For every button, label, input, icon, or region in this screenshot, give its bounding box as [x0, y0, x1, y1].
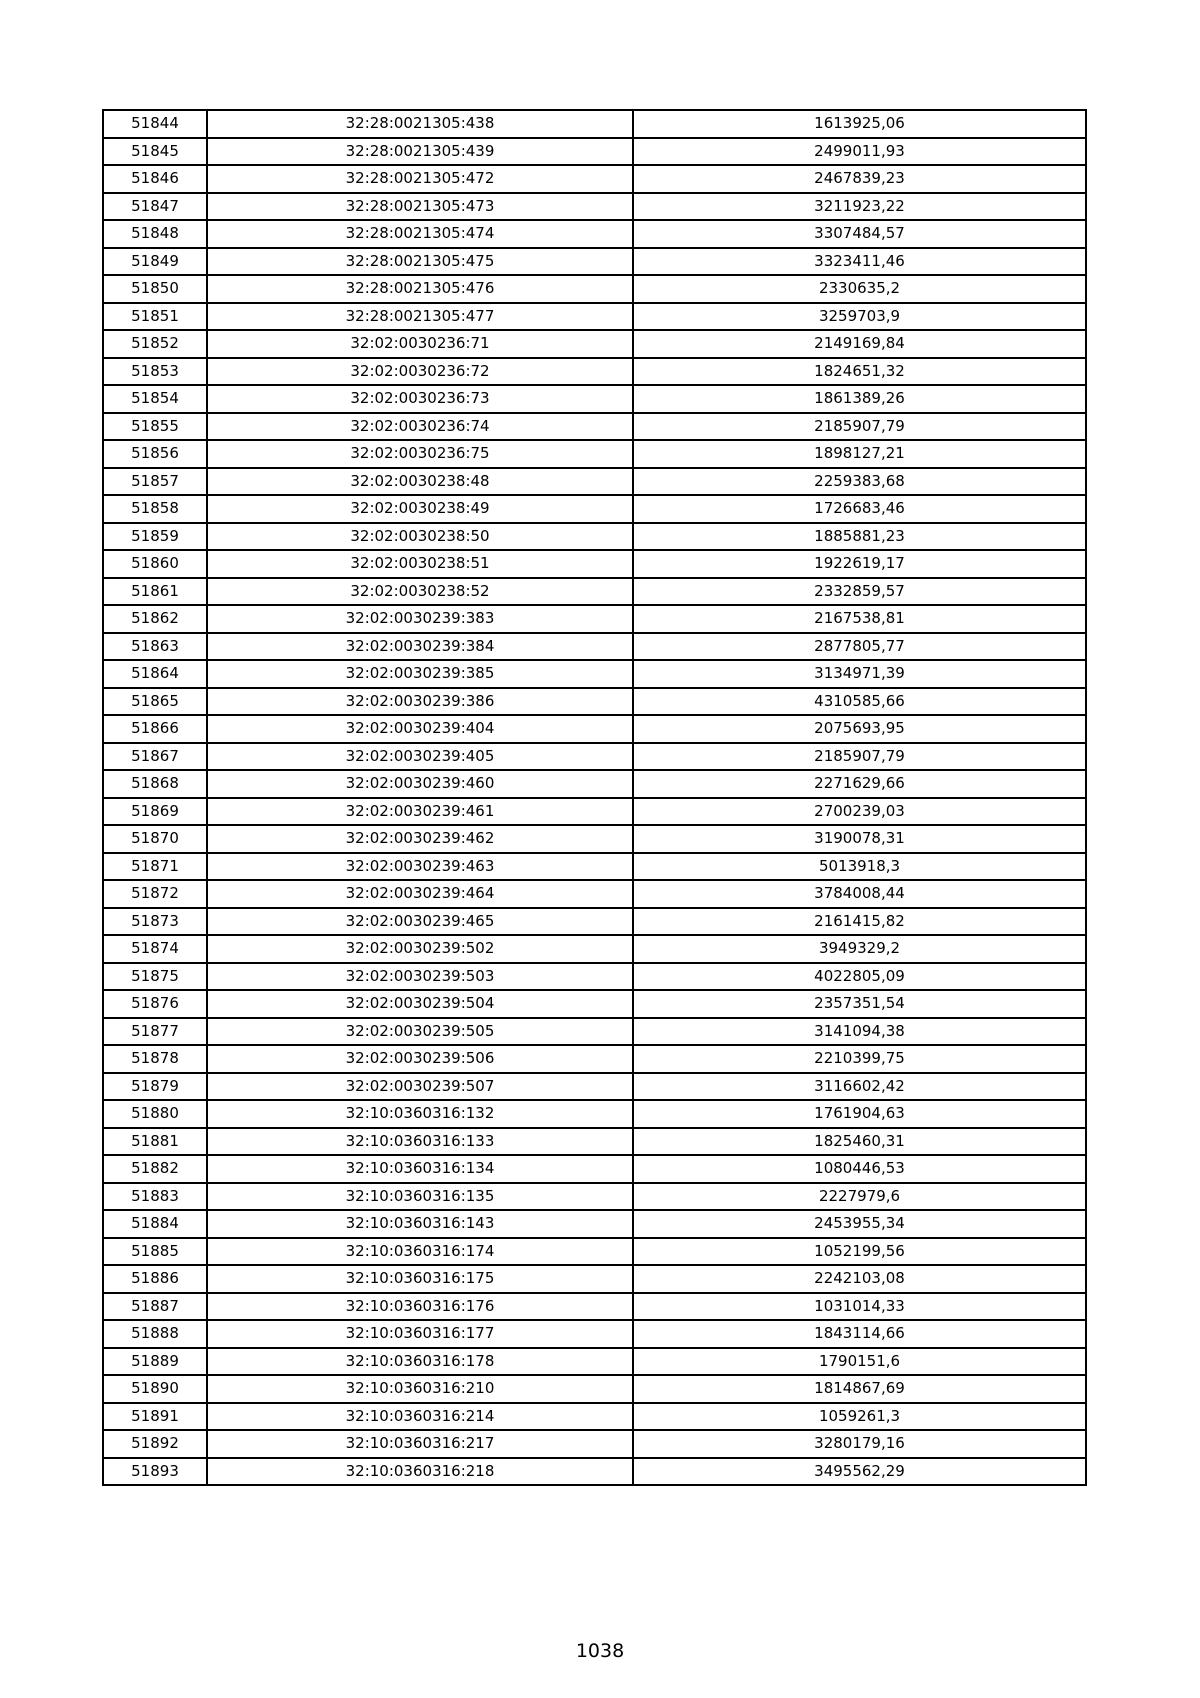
table-row — [103, 633, 1086, 661]
cadastral-value-cell: 2467839,23 — [633, 165, 1086, 193]
table-row — [103, 193, 1086, 221]
cadastral-value-cell: 2185907,79 — [633, 413, 1086, 441]
cadastral-number-cell: 32:02:0030239:460 — [207, 770, 633, 798]
row-number-cell: 51865 — [103, 688, 207, 716]
cadastral-value-cell: 2499011,93 — [633, 138, 1086, 166]
row-number-cell: 51886 — [103, 1265, 207, 1293]
row-number-cell: 51855 — [103, 413, 207, 441]
cadastral-number-cell: 32:02:0030239:384 — [207, 633, 633, 661]
row-number-cell: 51852 — [103, 330, 207, 358]
row-number-cell: 51845 — [103, 138, 207, 166]
row-number-cell: 51873 — [103, 908, 207, 936]
table-row — [103, 550, 1086, 578]
cadastral-number-cell: 32:28:0021305:474 — [207, 220, 633, 248]
table-row — [103, 990, 1086, 1018]
cadastral-number-cell: 32:10:0360316:210 — [207, 1375, 633, 1403]
cadastral-number-cell: 32:02:0030238:48 — [207, 468, 633, 496]
row-number-cell: 51844 — [103, 110, 207, 138]
cadastral-value-cell: 3190078,31 — [633, 825, 1086, 853]
table-row — [103, 908, 1086, 936]
table-row — [103, 330, 1086, 358]
row-number-cell: 51871 — [103, 853, 207, 881]
table-row — [103, 770, 1086, 798]
cadastral-number-cell: 32:02:0030239:461 — [207, 798, 633, 826]
cadastral-value-cell: 1861389,26 — [633, 385, 1086, 413]
cadastral-value-cell: 1824651,32 — [633, 358, 1086, 386]
table-body — [103, 110, 1086, 1485]
cadastral-value-cell: 2332859,57 — [633, 578, 1086, 606]
table-row — [103, 495, 1086, 523]
cadastral-number-cell: 32:28:0021305:475 — [207, 248, 633, 276]
table-row — [103, 1265, 1086, 1293]
table-row — [103, 523, 1086, 551]
cadastral-value-cell: 3211923,22 — [633, 193, 1086, 221]
row-number-cell: 51856 — [103, 440, 207, 468]
table-row — [103, 220, 1086, 248]
row-number-cell: 51854 — [103, 385, 207, 413]
cadastral-number-cell: 32:10:0360316:176 — [207, 1293, 633, 1321]
cadastral-value-cell: 2700239,03 — [633, 798, 1086, 826]
table-row — [103, 1430, 1086, 1458]
table-row — [103, 248, 1086, 276]
row-number-cell: 51849 — [103, 248, 207, 276]
cadastral-value-cell: 2330635,2 — [633, 275, 1086, 303]
cadastral-number-cell: 32:02:0030238:50 — [207, 523, 633, 551]
table-row — [103, 1238, 1086, 1266]
table-row — [103, 715, 1086, 743]
table-row — [103, 1293, 1086, 1321]
table-row — [103, 1018, 1086, 1046]
table-row — [103, 935, 1086, 963]
cadastral-number-cell: 32:02:0030239:503 — [207, 963, 633, 991]
cadastral-number-cell: 32:02:0030239:462 — [207, 825, 633, 853]
cadastral-number-cell: 32:02:0030236:73 — [207, 385, 633, 413]
cadastral-value-cell: 3784008,44 — [633, 880, 1086, 908]
cadastral-value-cell: 3280179,16 — [633, 1430, 1086, 1458]
cadastral-value-cell: 1814867,69 — [633, 1375, 1086, 1403]
table-row — [103, 1348, 1086, 1376]
row-number-cell: 51857 — [103, 468, 207, 496]
row-number-cell: 51883 — [103, 1183, 207, 1211]
row-number-cell: 51870 — [103, 825, 207, 853]
table-row — [103, 1045, 1086, 1073]
cadastral-value-cell: 3307484,57 — [633, 220, 1086, 248]
cadastral-value-cell: 2075693,95 — [633, 715, 1086, 743]
row-number-cell: 51869 — [103, 798, 207, 826]
cadastral-number-cell: 32:10:0360316:217 — [207, 1430, 633, 1458]
row-number-cell: 51863 — [103, 633, 207, 661]
cadastral-value-cell: 3259703,9 — [633, 303, 1086, 331]
cadastral-value-cell: 1080446,53 — [633, 1155, 1086, 1183]
table-row — [103, 688, 1086, 716]
row-number-cell: 51887 — [103, 1293, 207, 1321]
cadastral-number-cell: 32:10:0360316:134 — [207, 1155, 633, 1183]
cadastral-number-cell: 32:10:0360316:177 — [207, 1320, 633, 1348]
row-number-cell: 51890 — [103, 1375, 207, 1403]
cadastral-value-cell: 2227979,6 — [633, 1183, 1086, 1211]
table-row — [103, 165, 1086, 193]
table-row — [103, 440, 1086, 468]
row-number-cell: 51888 — [103, 1320, 207, 1348]
cadastral-value-cell: 1059261,3 — [633, 1403, 1086, 1431]
row-number-cell: 51862 — [103, 605, 207, 633]
row-number-cell: 51864 — [103, 660, 207, 688]
cadastral-number-cell: 32:02:0030239:464 — [207, 880, 633, 908]
table-row — [103, 1100, 1086, 1128]
cadastral-number-cell: 32:02:0030239:465 — [207, 908, 633, 936]
cadastral-value-cell: 2242103,08 — [633, 1265, 1086, 1293]
table-row — [103, 1458, 1086, 1486]
row-number-cell: 51891 — [103, 1403, 207, 1431]
table-row — [103, 880, 1086, 908]
row-number-cell: 51877 — [103, 1018, 207, 1046]
cadastral-value-cell: 1898127,21 — [633, 440, 1086, 468]
cadastral-number-cell: 32:02:0030239:505 — [207, 1018, 633, 1046]
cadastral-value-cell: 1922619,17 — [633, 550, 1086, 578]
cadastral-number-cell: 32:28:0021305:473 — [207, 193, 633, 221]
cadastral-value-cell: 1613925,06 — [633, 110, 1086, 138]
cadastral-number-cell: 32:02:0030239:463 — [207, 853, 633, 881]
table-row — [103, 605, 1086, 633]
row-number-cell: 51850 — [103, 275, 207, 303]
cadastral-value-cell: 4022805,09 — [633, 963, 1086, 991]
cadastral-number-cell: 32:02:0030239:385 — [207, 660, 633, 688]
table-row — [103, 1155, 1086, 1183]
row-number-cell: 51847 — [103, 193, 207, 221]
row-number-cell: 51860 — [103, 550, 207, 578]
cadastral-value-cell: 1885881,23 — [633, 523, 1086, 551]
cadastral-value-cell: 2271629,66 — [633, 770, 1086, 798]
table-row — [103, 743, 1086, 771]
cadastral-number-cell: 32:02:0030236:72 — [207, 358, 633, 386]
row-number-cell: 51879 — [103, 1073, 207, 1101]
cadastral-number-cell: 32:02:0030239:502 — [207, 935, 633, 963]
cadastral-number-cell: 32:10:0360316:178 — [207, 1348, 633, 1376]
cadastral-number-cell: 32:02:0030238:49 — [207, 495, 633, 523]
cadastral-value-cell: 4310585,66 — [633, 688, 1086, 716]
cadastral-value-cell: 2167538,81 — [633, 605, 1086, 633]
cadastral-value-cell: 3495562,29 — [633, 1458, 1086, 1486]
cadastral-value-cell: 3949329,2 — [633, 935, 1086, 963]
row-number-cell: 51892 — [103, 1430, 207, 1458]
cadastral-number-cell: 32:02:0030236:75 — [207, 440, 633, 468]
table-row — [103, 963, 1086, 991]
cadastral-value-cell: 1825460,31 — [633, 1128, 1086, 1156]
cadastral-value-cell: 1761904,63 — [633, 1100, 1086, 1128]
cadastral-value-cell: 3134971,39 — [633, 660, 1086, 688]
cadastral-number-cell: 32:10:0360316:143 — [207, 1210, 633, 1238]
row-number-cell: 51885 — [103, 1238, 207, 1266]
cadastral-number-cell: 32:10:0360316:174 — [207, 1238, 633, 1266]
cadastral-number-cell: 32:28:0021305:438 — [207, 110, 633, 138]
cadastral-number-cell: 32:10:0360316:175 — [207, 1265, 633, 1293]
row-number-cell: 51858 — [103, 495, 207, 523]
cadastral-value-cell: 5013918,3 — [633, 853, 1086, 881]
table-row — [103, 1210, 1086, 1238]
cadastral-value-cell: 3116602,42 — [633, 1073, 1086, 1101]
row-number-cell: 51882 — [103, 1155, 207, 1183]
table-row — [103, 798, 1086, 826]
cadastral-value-cell: 2185907,79 — [633, 743, 1086, 771]
cadastral-value-cell: 2357351,54 — [633, 990, 1086, 1018]
cadastral-value-cell: 1790151,6 — [633, 1348, 1086, 1376]
row-number-cell: 51848 — [103, 220, 207, 248]
cadastral-number-cell: 32:28:0021305:477 — [207, 303, 633, 331]
cadastral-value-cell: 1031014,33 — [633, 1293, 1086, 1321]
row-number-cell: 51867 — [103, 743, 207, 771]
page-number: 1038 — [575, 1640, 625, 1662]
cadastral-number-cell: 32:02:0030239:386 — [207, 688, 633, 716]
row-number-cell: 51880 — [103, 1100, 207, 1128]
row-number-cell: 51851 — [103, 303, 207, 331]
cadastral-number-cell: 32:02:0030238:52 — [207, 578, 633, 606]
cadastral-number-cell: 32:02:0030239:404 — [207, 715, 633, 743]
row-number-cell: 51878 — [103, 1045, 207, 1073]
cadastral-number-cell: 32:02:0030238:51 — [207, 550, 633, 578]
cadastral-number-cell: 32:02:0030239:506 — [207, 1045, 633, 1073]
row-number-cell: 51868 — [103, 770, 207, 798]
table-row — [103, 358, 1086, 386]
row-number-cell: 51872 — [103, 880, 207, 908]
cadastral-value-table — [102, 109, 1087, 1486]
table-row — [103, 1073, 1086, 1101]
cadastral-value-cell: 1843114,66 — [633, 1320, 1086, 1348]
table-row — [103, 1375, 1086, 1403]
table-row — [103, 1320, 1086, 1348]
cadastral-value-cell: 2161415,82 — [633, 908, 1086, 936]
row-number-cell: 51866 — [103, 715, 207, 743]
row-number-cell: 51874 — [103, 935, 207, 963]
table-row — [103, 385, 1086, 413]
cadastral-number-cell: 32:02:0030236:71 — [207, 330, 633, 358]
cadastral-number-cell: 32:28:0021305:439 — [207, 138, 633, 166]
row-number-cell: 51846 — [103, 165, 207, 193]
table-row — [103, 825, 1086, 853]
cadastral-number-cell: 32:02:0030239:405 — [207, 743, 633, 771]
cadastral-number-cell: 32:28:0021305:472 — [207, 165, 633, 193]
row-number-cell: 51884 — [103, 1210, 207, 1238]
cadastral-number-cell: 32:02:0030236:74 — [207, 413, 633, 441]
row-number-cell: 51881 — [103, 1128, 207, 1156]
row-number-cell: 51875 — [103, 963, 207, 991]
cadastral-value-cell: 3141094,38 — [633, 1018, 1086, 1046]
table-row — [103, 138, 1086, 166]
cadastral-number-cell: 32:28:0021305:476 — [207, 275, 633, 303]
cadastral-value-cell: 3323411,46 — [633, 248, 1086, 276]
cadastral-value-cell: 2210399,75 — [633, 1045, 1086, 1073]
cadastral-value-cell: 2259383,68 — [633, 468, 1086, 496]
row-number-cell: 51861 — [103, 578, 207, 606]
table-row — [103, 413, 1086, 441]
cadastral-number-cell: 32:02:0030239:507 — [207, 1073, 633, 1101]
table-row — [103, 1183, 1086, 1211]
row-number-cell: 51893 — [103, 1458, 207, 1486]
cadastral-value-cell: 2877805,77 — [633, 633, 1086, 661]
table-row — [103, 578, 1086, 606]
row-number-cell: 51876 — [103, 990, 207, 1018]
table-row — [103, 660, 1086, 688]
cadastral-value-cell: 2453955,34 — [633, 1210, 1086, 1238]
cadastral-number-cell: 32:10:0360316:133 — [207, 1128, 633, 1156]
cadastral-number-cell: 32:10:0360316:214 — [207, 1403, 633, 1431]
table-row — [103, 275, 1086, 303]
table-row — [103, 468, 1086, 496]
cadastral-value-cell: 2149169,84 — [633, 330, 1086, 358]
table-row — [103, 110, 1086, 138]
table-row — [103, 853, 1086, 881]
row-number-cell: 51853 — [103, 358, 207, 386]
cadastral-number-cell: 32:02:0030239:383 — [207, 605, 633, 633]
row-number-cell: 51889 — [103, 1348, 207, 1376]
cadastral-value-cell: 1052199,56 — [633, 1238, 1086, 1266]
cadastral-number-cell: 32:10:0360316:135 — [207, 1183, 633, 1211]
table-row — [103, 1128, 1086, 1156]
cadastral-number-cell: 32:10:0360316:218 — [207, 1458, 633, 1486]
table-row — [103, 303, 1086, 331]
row-number-cell: 51859 — [103, 523, 207, 551]
cadastral-number-cell: 32:10:0360316:132 — [207, 1100, 633, 1128]
cadastral-number-cell: 32:02:0030239:504 — [207, 990, 633, 1018]
cadastral-value-cell: 1726683,46 — [633, 495, 1086, 523]
table-row — [103, 1403, 1086, 1431]
